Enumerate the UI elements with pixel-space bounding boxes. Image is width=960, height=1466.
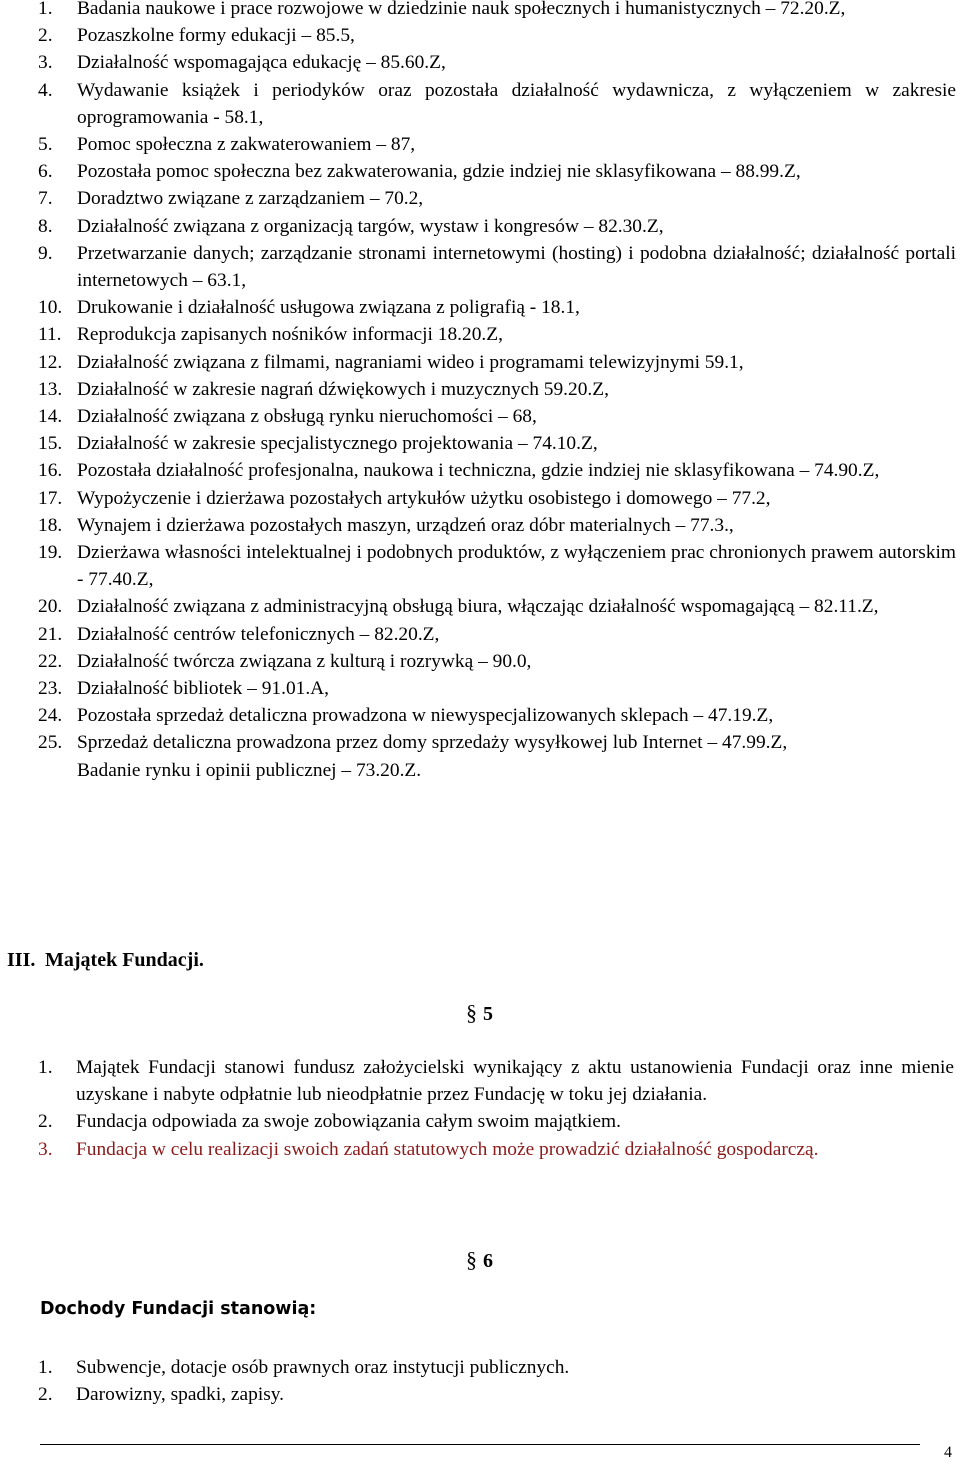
list-item (38, 185, 956, 212)
item-text: Badania naukowe i prace rozwojowe w dziedzinie nauk społecznych i humanistycznych – 72.20.Z, (77, 0, 846, 19)
list-item (38, 593, 956, 620)
item-text: Pozostała sprzedaż detaliczna prowadzona w niewyspecjalizowanych sklepach – 47.19.Z, (77, 705, 774, 727)
item-number: 5. (38, 134, 53, 156)
item-number: 1. (38, 1357, 53, 1378)
list-item (38, 512, 956, 539)
paragraph-6-list (38, 1354, 954, 1408)
item-number: 24. (38, 705, 63, 727)
item-number: 14. (38, 406, 63, 428)
item-text: Wydawanie książek i periodyków oraz pozostała działalność wydawnicza, z wyłączeniem w zakresie oprogramowania - 58.1, (77, 79, 956, 128)
item-text: Działalność związana z organizacją targów, wystaw i kongresów – 82.30.Z, (77, 215, 664, 237)
list-item (38, 349, 956, 376)
paragraph-number: 6 (483, 1250, 493, 1272)
item-text: Fundacja w celu realizacji swoich zadań statutowych może prowadzić działalność gospodarczą. (76, 1138, 819, 1160)
income-heading: Dochody Fundacji stanowią: (40, 1299, 317, 1319)
item-text: Wynajem i dzierżawa pozostałych maszyn, urządzeń oraz dóbr materialnych – 77.3., (77, 514, 734, 536)
item-number: 12. (38, 351, 63, 373)
list-item (38, 0, 956, 22)
item-number: 15. (38, 433, 63, 455)
item-number: 3. (38, 1138, 53, 1160)
item-text: Fundacja odpowiada za swoje zobowiązania całym swoim majątkiem. (76, 1111, 621, 1133)
list-item (38, 77, 956, 131)
item-number: 10. (38, 297, 63, 319)
item-text: Darowizny, spadki, zapisy. (76, 1384, 285, 1406)
list-item (38, 158, 956, 185)
page-number: 4 (944, 1444, 952, 1461)
item-text: Działalność związana z filmami, nagraniami wideo i programami telewizyjnymi 59.1, (77, 351, 744, 373)
paragraph-mark-6 (466, 1247, 493, 1273)
list-item (38, 213, 956, 240)
item-text: Działalność w zakresie specjalistycznego projektowania – 74.10.Z, (77, 433, 598, 455)
item-number: 6. (38, 161, 53, 183)
item-text: Działalność związana z administracyjną obsługą biura, włączając działalność wspomagającą – 82.11.Z, (77, 596, 879, 618)
item-number: 23. (38, 678, 63, 700)
item-text: Majątek Fundacji stanowi fundusz założycielski wynikający z aktu ustanowienia Fundacji oraz inne mienie uzyskane i nabyte odpłatnie lub nieodpłatnie przez Fundację w toku jej działania. (76, 1057, 954, 1106)
section-sign-icon: § (466, 1000, 477, 1025)
item-text: Działalność bibliotek – 91.01.A, (77, 678, 330, 700)
item-text: Pozostała działalność profesjonalna, naukowa i techniczna, gdzie indziej nie sklasyfikowana – 74.90.Z, (77, 460, 880, 482)
item-number: 16. (38, 460, 63, 482)
paragraph-mark-5 (466, 1000, 493, 1026)
item-number: 7. (38, 188, 53, 210)
list-item (38, 321, 956, 348)
item-number: 9. (38, 242, 53, 264)
item-text: Doradztwo związane z zarządzaniem – 70.2, (77, 188, 424, 210)
item-text: Działalność centrów telefonicznych – 82.20.Z, (77, 623, 440, 645)
item-number: 11. (38, 324, 62, 346)
footer-divider (40, 1444, 920, 1445)
item-text: Działalność twórcza związana z kulturą i rozrywką – 90.0, (77, 650, 532, 672)
item-text: Drukowanie i działalność usługowa związana z poligrafią - 18.1, (77, 297, 580, 319)
list-item (38, 485, 956, 512)
list-item (38, 403, 956, 430)
item-number: 2. (38, 25, 53, 47)
list-item (38, 1108, 954, 1135)
item-text: Działalność związana z obsługą rynku nieruchomości – 68, (77, 406, 537, 428)
item-number: 21. (38, 623, 63, 645)
item-number: 20. (38, 596, 63, 618)
list-item (38, 49, 956, 76)
list-item (38, 240, 956, 294)
list-item-continuation (38, 757, 956, 784)
item-text: Działalność w zakresie nagrań dźwiękowych i muzycznych 59.20.Z, (77, 378, 609, 400)
item-text: Pozaszkolne formy edukacji – 85.5, (77, 25, 355, 47)
item-number: 2. (38, 1111, 53, 1133)
list-item (38, 1381, 954, 1408)
item-text: Dzierżawa własności intelektualnej i podobnych produktów, z wyłączeniem prac chronionych prawem autorskim - 77.40.Z, (77, 542, 956, 591)
item-text: Pomoc społeczna z zakwaterowaniem – 87, (77, 134, 416, 156)
list-item (38, 457, 956, 484)
item-text: Wypożyczenie i dzierżawa pozostałych artykułów użytku osobistego i domowego – 77.2, (77, 487, 771, 509)
list-item (38, 430, 956, 457)
list-item (38, 131, 956, 158)
list-item (38, 675, 956, 702)
item-number: 2. (38, 1384, 53, 1406)
list-item (38, 1354, 954, 1381)
item-number: 1. (38, 1057, 53, 1078)
list-item (38, 294, 956, 321)
paragraph-number: 5 (483, 1003, 493, 1025)
item-number: 3. (38, 52, 53, 74)
item-number: 25. (38, 732, 63, 754)
section-sign-icon: § (466, 1247, 477, 1272)
list-item (38, 621, 956, 648)
item-text: Pozostała pomoc społeczna bez zakwaterowania, gdzie indziej nie sklasyfikowana – 88.99.Z, (77, 161, 801, 183)
item-number: 17. (38, 487, 63, 509)
list-item (38, 729, 956, 756)
item-text: Działalność wspomagająca edukację – 85.60.Z, (77, 52, 446, 74)
list-item (38, 648, 956, 675)
item-text: Reprodukcja zapisanych nośników informacji 18.20.Z, (77, 324, 503, 346)
list-item-highlighted (38, 1136, 954, 1163)
list-item (38, 1054, 954, 1108)
list-item (38, 702, 956, 729)
item-text: Badanie rynku i opinii publicznej – 73.20.Z. (77, 759, 422, 781)
item-number: 4. (38, 79, 53, 101)
section-heading (7, 949, 204, 972)
paragraph-5-list (38, 1054, 954, 1163)
activity-list (38, 0, 956, 784)
list-item (38, 539, 956, 593)
item-number: 13. (38, 378, 63, 400)
item-number: 8. (38, 215, 53, 237)
item-text: Sprzedaż detaliczna prowadzona przez domy sprzedaży wysyłkowej lub Internet – 47.99.Z, (77, 732, 788, 754)
item-text: Przetwarzanie danych; zarządzanie stronami internetowymi (hosting) i podobna działalność; działalność portali internetowych – 63.1, (77, 242, 956, 292)
list-item (38, 22, 956, 49)
item-text: Subwencje, dotacje osób prawnych oraz instytucji publicznych. (76, 1357, 570, 1378)
section-roman-numeral: III. (7, 949, 36, 971)
item-number: 19. (38, 542, 63, 564)
item-number: 22. (38, 650, 63, 672)
item-number: 18. (38, 514, 63, 536)
list-item (38, 376, 956, 403)
item-number: 1. (38, 0, 53, 19)
section-title: Majątek Fundacji. (45, 949, 204, 971)
